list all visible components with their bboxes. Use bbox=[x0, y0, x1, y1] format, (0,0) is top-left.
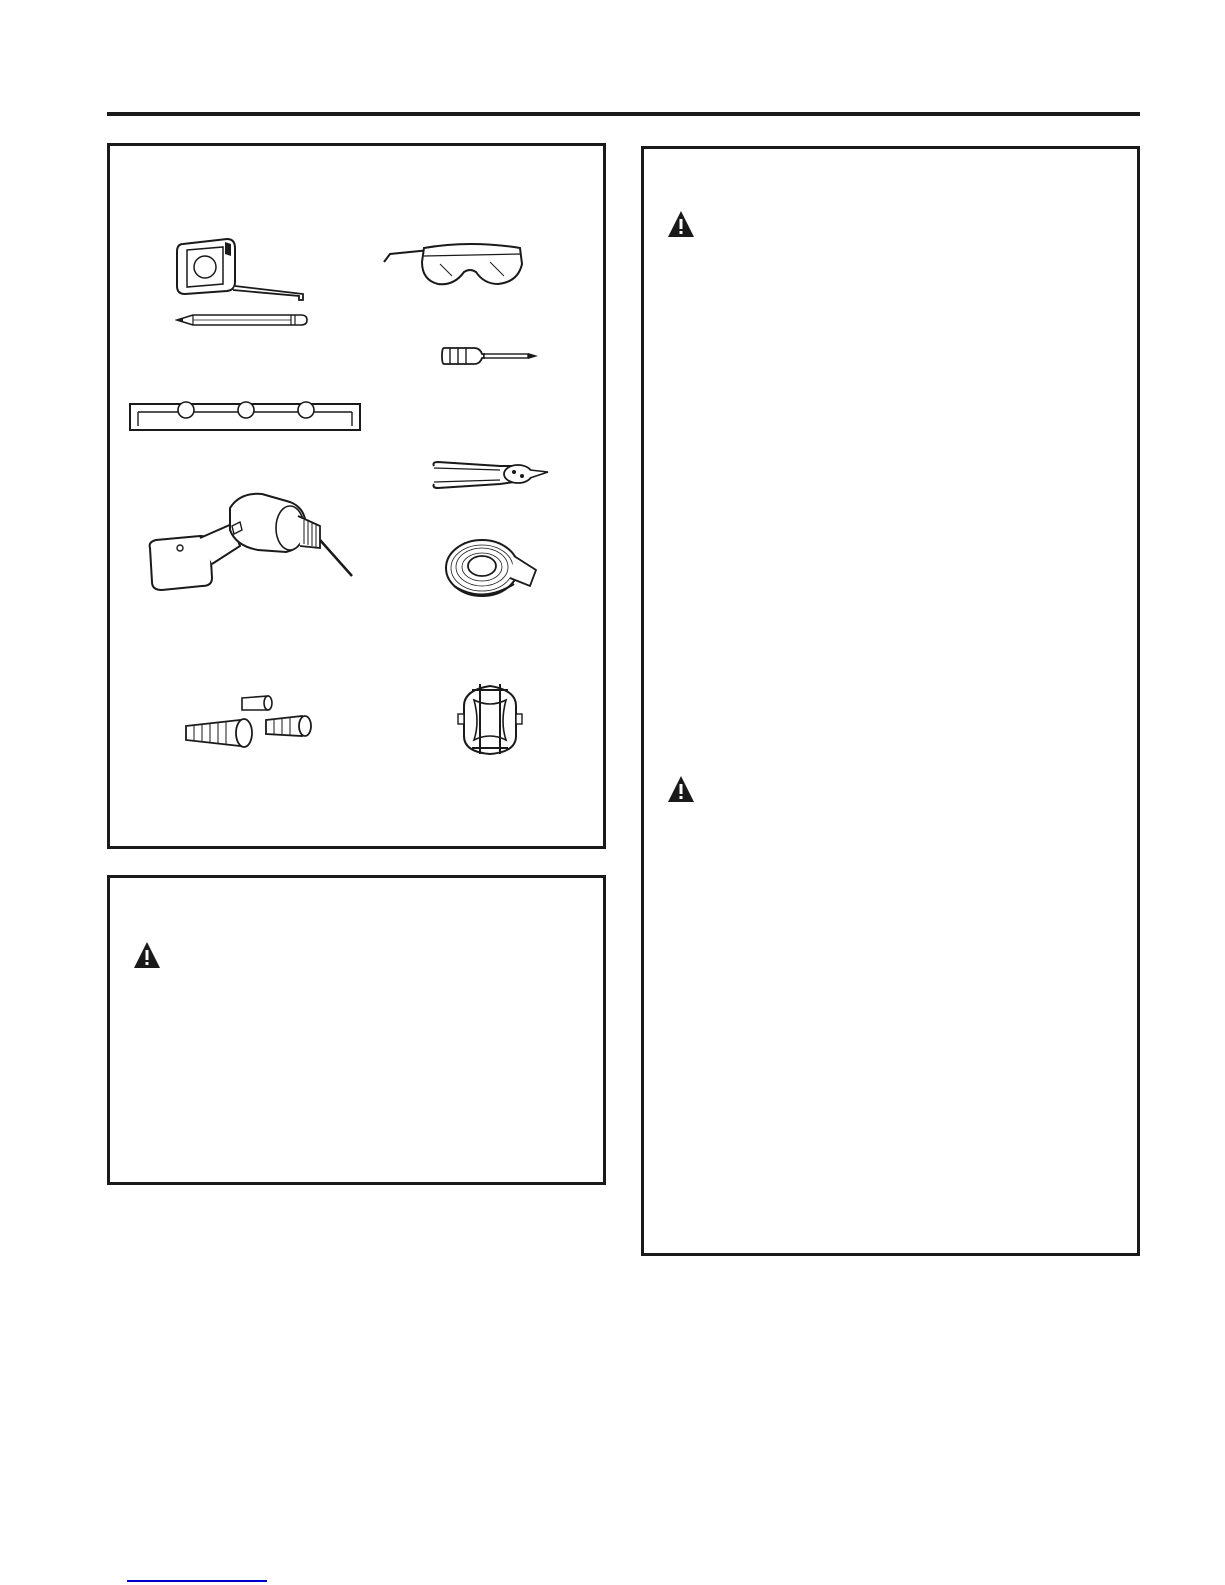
drill-icon bbox=[140, 486, 360, 596]
level-icon bbox=[128, 396, 363, 436]
screwdriver-icon bbox=[440, 344, 540, 368]
header-rule bbox=[107, 112, 1140, 116]
pencil-icon bbox=[175, 312, 310, 328]
tools-needed-panel bbox=[107, 143, 606, 849]
wire-stripper-icon bbox=[430, 458, 550, 492]
tape-measure-icon bbox=[165, 234, 315, 304]
footer-link[interactable] bbox=[127, 1580, 267, 1582]
warning-icon bbox=[132, 940, 162, 970]
electrical-tape-icon bbox=[440, 534, 540, 604]
warning-icon bbox=[666, 209, 696, 239]
wall-preparation-panel bbox=[107, 875, 606, 1185]
warning-icon bbox=[666, 774, 696, 804]
warnings-panel bbox=[641, 146, 1140, 1256]
wire-nuts-icon bbox=[182, 692, 317, 752]
safety-glasses-icon bbox=[380, 236, 530, 291]
strain-relief-icon bbox=[450, 678, 530, 758]
